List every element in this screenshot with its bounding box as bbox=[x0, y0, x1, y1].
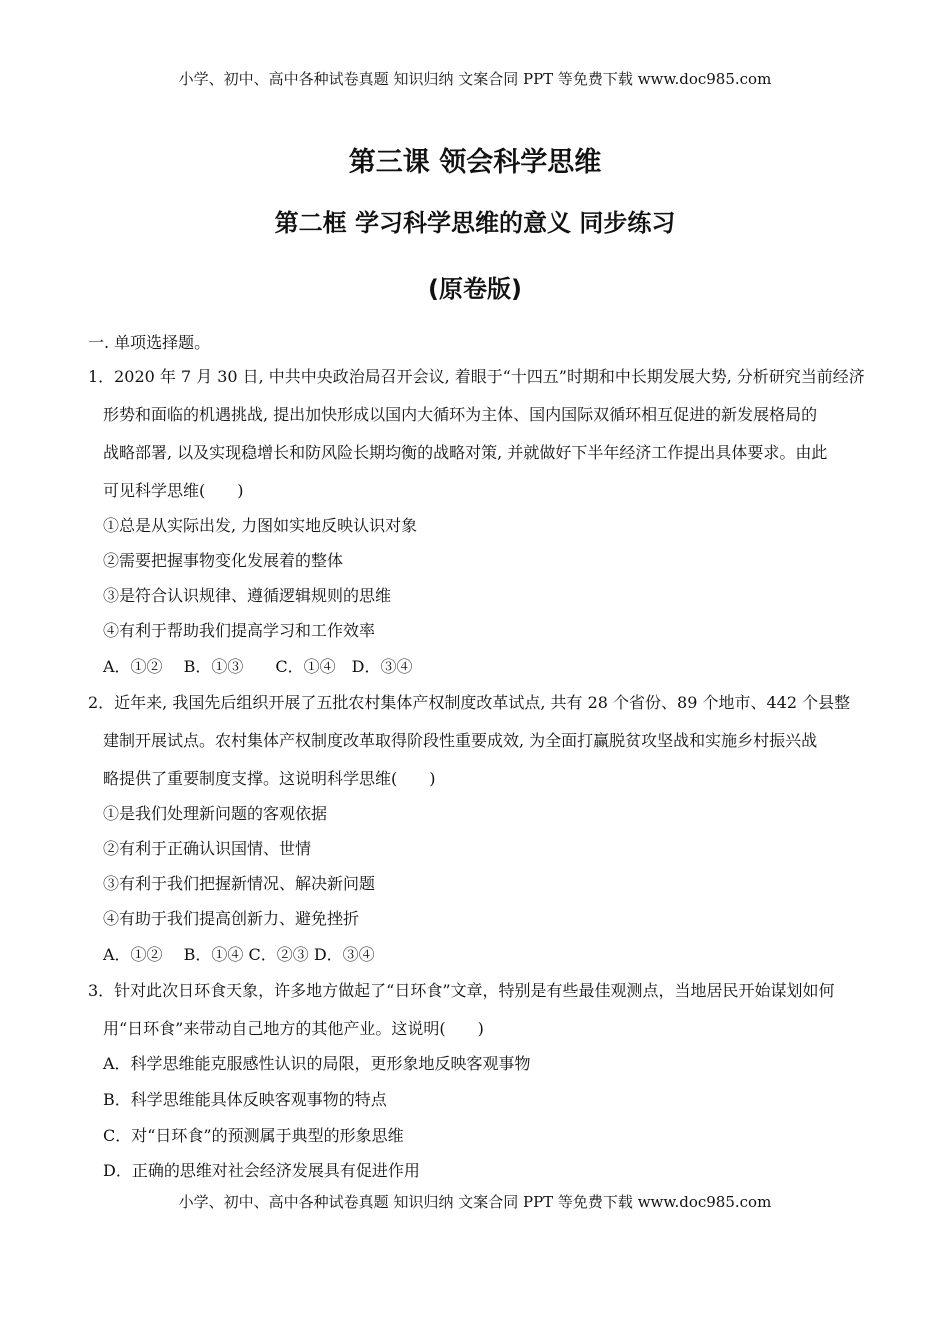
q1-statement: ④有利于帮助我们提高学习和工作效率 bbox=[103, 621, 376, 640]
page-header: 小学、初中、高中各种试卷真题 知识归纳 文案合同 PPT 等免费下载 www.doc985.com bbox=[178, 70, 772, 88]
page-footer: 小学、初中、高中各种试卷真题 知识归纳 文案合同 PPT 等免费下载 www.doc985.com bbox=[178, 1193, 772, 1211]
q1-stem-line: 可见科学思维( ) bbox=[103, 481, 244, 500]
q2-choices: A．①② B．①④ C．②③ D．③④ bbox=[103, 945, 375, 964]
section-subtitle: 第二框 学习科学思维的意义 同步练习 bbox=[274, 209, 676, 237]
q2-statement: ④有助于我们提高创新力、避免挫折 bbox=[103, 909, 360, 928]
q2-statement: ③有利于我们把握新情况、解决新问题 bbox=[103, 874, 376, 893]
section-heading: 一. 单项选择题。 bbox=[88, 333, 211, 352]
q1-stem-line: 战略部署, 以及实现稳增长和防风险长期均衡的战略对策, 并就做好下半年经济工作提出具体要求。由此 bbox=[103, 443, 828, 462]
q2-statement: ①是我们处理新问题的客观依据 bbox=[103, 804, 328, 823]
version-label: (原卷版) bbox=[428, 275, 522, 303]
q2-stem-line: 建制开展试点。农村集体产权制度改革取得阶段性重要成效, 为全面打赢脱贫攻坚战和实施乡村振兴战 bbox=[103, 731, 818, 750]
lesson-title: 第三课 领会科学思维 bbox=[348, 147, 602, 178]
q2-stem-line: 2．近年来, 我国先后组织开展了五批农村集体产权制度改革试点, 共有 28 个省份、89 个地市、442 个县整 bbox=[88, 693, 851, 712]
q2-statement: ②有利于正确认识国情、世情 bbox=[103, 839, 312, 858]
q1-statement: ③是符合认识规律、遵循逻辑规则的思维 bbox=[103, 586, 392, 605]
q3-option-b: B．科学思维能具体反映客观事物的特点 bbox=[103, 1090, 387, 1109]
q3-option-c: C．对“日环食”的预测属于典型的形象思维 bbox=[103, 1126, 404, 1145]
q3-stem-line: 用“日环食”来带动自己地方的其他产业。这说明( ) bbox=[103, 1019, 484, 1038]
q1-statement: ①总是从实际出发, 力图如实地反映认识对象 bbox=[103, 516, 418, 535]
q2-stem-line: 略提供了重要制度支撑。这说明科学思维( ) bbox=[103, 769, 436, 788]
q3-option-d: D．正确的思维对社会经济发展具有促进作用 bbox=[103, 1161, 420, 1180]
q1-statement: ②需要把握事物变化发展着的整体 bbox=[103, 551, 344, 570]
q1-stem-line: 1．2020 年 7 月 30 日, 中共中央政治局召开会议, 着眼于“十四五”时期和中长期发展大势, 分析研究当前经济 bbox=[88, 367, 865, 386]
q3-stem-line: 3．针对此次日环食天象，许多地方做起了“日环食”文章，特别是有些最佳观测点，当地居民开始谋划如何 bbox=[88, 981, 835, 1000]
q1-choices: A．①② B．①③ C．①④ D．③④ bbox=[103, 657, 413, 676]
q1-stem-line: 形势和面临的机遇挑战, 提出加快形成以国内大循环为主体、国内国际双循环相互促进的新发展格局的 bbox=[103, 405, 818, 424]
q3-option-a: A．科学思维能克服感性认识的局限，更形象地反映客观事物 bbox=[103, 1054, 531, 1073]
